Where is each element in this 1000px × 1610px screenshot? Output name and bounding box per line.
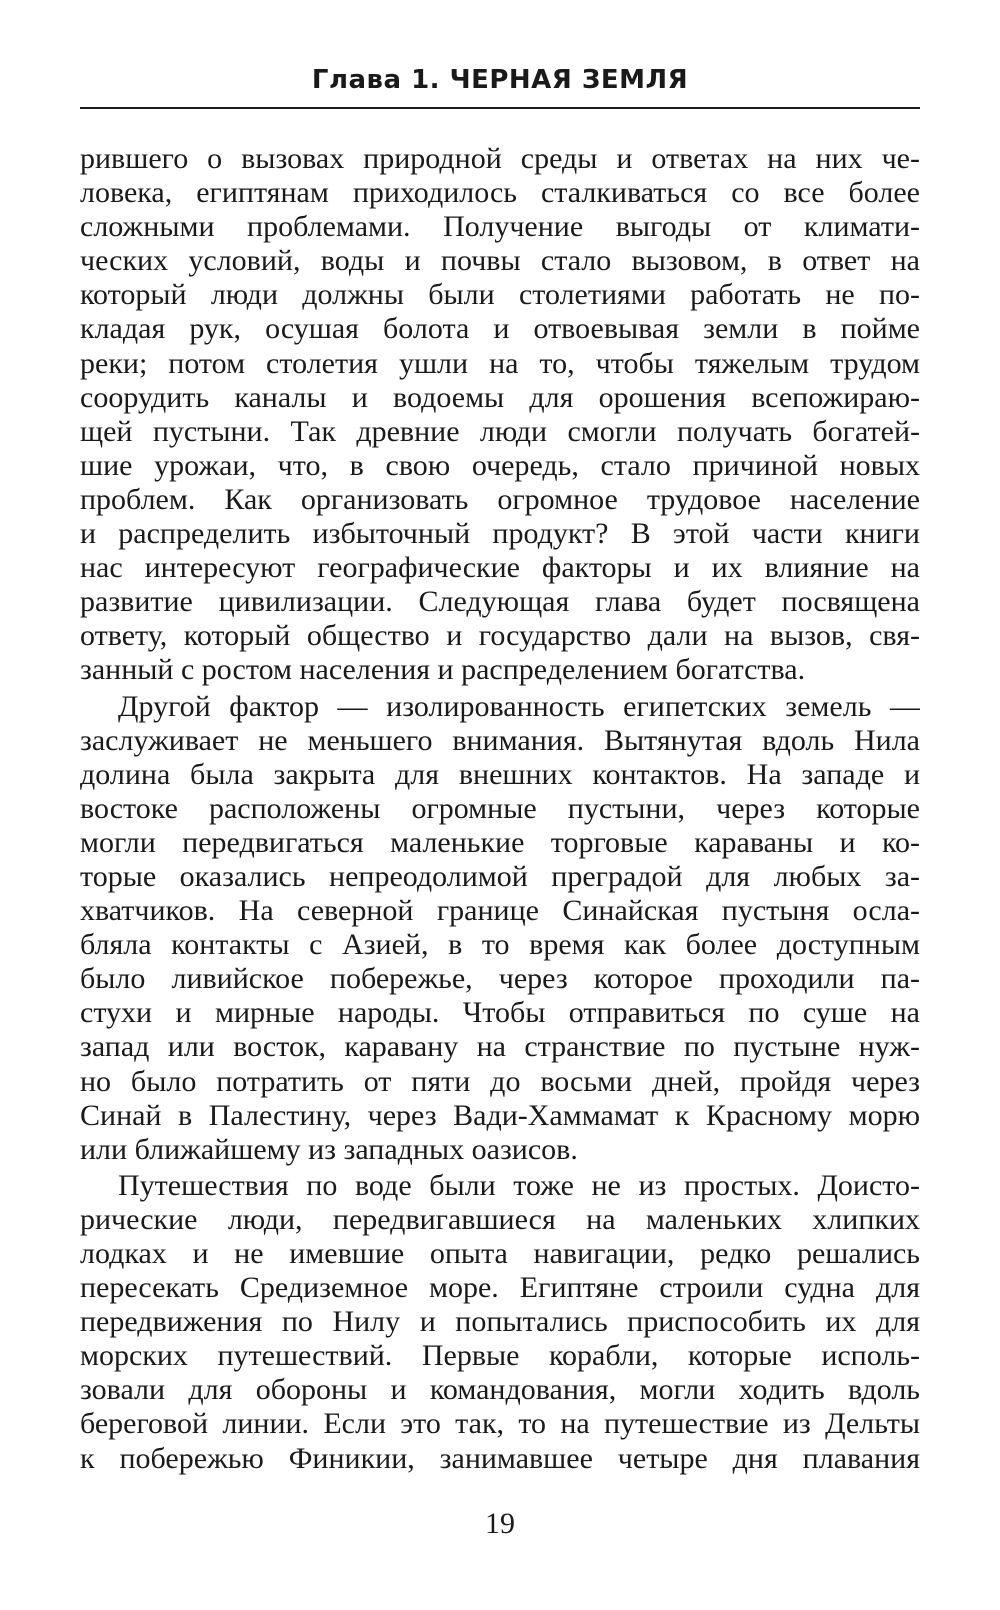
text-line: ловека, египтянам приходилось сталкиваться со все более [80, 176, 920, 210]
text-line: который люди должны были столетиями работать не по- [80, 278, 920, 312]
text-line: торые оказались непреодолимой преградой для любых за- [80, 859, 920, 893]
text-line: кладая рук, осушая болота и отвоевывая земли в пойме [80, 312, 920, 346]
text-line: сложными проблемами. Получение выгоды от климати- [80, 210, 920, 244]
text-line: стухи и мирные народы. Чтобы отправиться по суше на [80, 996, 920, 1030]
text-line: и распределить избыточный продукт? В этой части книги [80, 517, 920, 551]
text-line: ответу, который общество и государство дали на вызов, свя- [80, 619, 920, 653]
page-number: 19 [485, 1507, 515, 1540]
text-line: долина была закрыта для внешних контактов. На западе и [80, 757, 920, 791]
paragraph-3 [80, 1169, 920, 1476]
header-rule [80, 107, 920, 109]
text-line: к побережью Финикии, занимавшее четыре дня плавания [80, 1441, 920, 1475]
text-line: морских путешествий. Первые корабли, которые исполь- [80, 1339, 920, 1373]
text-line: запад или восток, каравану на странствие по пустыне нуж- [80, 1030, 920, 1064]
text-line: Другой фактор — изолированность египетских земель — [118, 689, 920, 723]
text-line: рившего о вызовах природной среды и ответах на них че- [80, 142, 920, 175]
text-line: пересекать Средиземное море. Египтяне строили судна для [80, 1271, 920, 1305]
text-line: береговой линии. Если это так, то на путешествие из Дельты [80, 1407, 920, 1441]
body-text [80, 142, 920, 1478]
text-line: нас интересуют географические факторы и их влияние на [80, 551, 920, 585]
paragraph-1 [80, 142, 920, 688]
text-line: но было потратить от пяти до восьми дней, пройдя через [80, 1064, 920, 1098]
text-line: реки; потом столетия ушли на то, чтобы тяжелым трудом [80, 346, 920, 380]
text-line: передвижения по Нилу и попытались приспособить их для [80, 1305, 920, 1339]
text-line: лодках и не имевшие опыта навигации, редко решались [80, 1237, 920, 1270]
text-line: развитие цивилизации. Следующая глава будет посвящена [80, 585, 920, 619]
text-line: шие урожаи, что, в свою очередь, стало причиной новых [80, 448, 920, 482]
text-line: могли передвигаться маленькие торговые караваны и ко- [80, 825, 920, 859]
text-line: хватчиков. На северной границе Синайская пустыня осла- [80, 894, 920, 928]
running-head: Глава 1. ЧЕРНАЯ ЗЕМЛЯ [311, 65, 689, 95]
text-line: было ливийское побережье, через которое проходили па- [80, 962, 920, 996]
text-line: ческих условий, воды и почвы стало вызовом, в ответ на [80, 244, 920, 278]
text-line: или ближайшему из западных оазисов. [80, 1132, 578, 1166]
text-line: соорудить каналы и водоемы для орошения всепожираю- [80, 380, 920, 414]
paragraph-2 [80, 690, 920, 1167]
text-line: проблем. Как организовать огромное трудовое население [80, 482, 920, 516]
text-line: зовали для обороны и командования, могли ходить вдоль [80, 1373, 920, 1407]
text-line: щей пустыни. Так древние люди смогли получать богатей- [80, 414, 920, 448]
text-line: востоке расположены огромные пустыни, через которые [80, 791, 920, 825]
text-line: Путешествия по воде были тоже не из простых. Доисто- [118, 1168, 920, 1202]
text-line: бляла контакты с Азией, в то время как более доступным [80, 928, 920, 962]
text-line: занный с ростом населения и распределением богатства. [80, 653, 806, 687]
text-line: рические люди, передвигавшиеся на маленьких хлипких [80, 1202, 920, 1236]
text-line: Синай в Палестину, через Вади-Хаммамат к Красному морю [80, 1098, 920, 1132]
text-line: заслуживает не меньшего внимания. Вытянутая вдоль Нила [80, 723, 920, 757]
